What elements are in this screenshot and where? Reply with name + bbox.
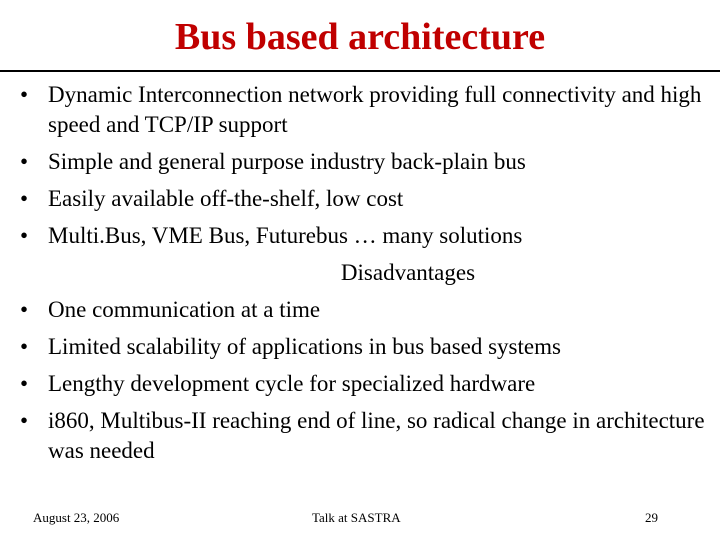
bullet-item (18, 369, 708, 399)
bullet-text: Lengthy development cycle for specialized hardware (48, 371, 536, 396)
bullet-item (18, 406, 708, 466)
bullet-text: One communication at a time (48, 297, 321, 322)
bullet-item (18, 221, 708, 251)
bullet-text: i860, Multibus-II reaching end of line, so radical change in architecture was needed (48, 408, 705, 463)
bullet-icon: • (20, 408, 29, 433)
footer-date: August 23, 2006 (33, 510, 120, 525)
bullet-item (18, 295, 708, 325)
bullet-text: Multi.Bus, VME Bus, Futurebus … many solutions (48, 223, 523, 248)
bullet-icon: • (20, 149, 29, 174)
bullet-icon: • (20, 186, 29, 211)
bullet-list (18, 80, 708, 473)
bullet-item (18, 184, 708, 214)
bullet-icon: • (20, 334, 29, 359)
title-divider (0, 70, 720, 72)
bullet-text: Dynamic Interconnection network providing full connectivity and high speed and TCP/IP support (48, 82, 702, 137)
disadvantages-heading: Disadvantages (340, 260, 476, 285)
bullet-text: Limited scalability of applications in bus based systems (48, 334, 561, 359)
slide-number: 29 (645, 510, 658, 525)
bullet-icon: • (20, 371, 29, 396)
slide-title: Bus based architecture (174, 16, 546, 58)
bullet-item (18, 332, 708, 362)
bullet-icon: • (20, 223, 29, 248)
bullet-icon: • (20, 297, 29, 322)
bullet-icon: • (20, 82, 29, 107)
bullet-item (18, 147, 708, 177)
footer-talk-name: Talk at SASTRA (312, 510, 401, 525)
bullet-item (18, 80, 708, 140)
bullet-text: Simple and general purpose industry back-plain bus (48, 149, 526, 174)
bullet-text: Easily available off-the-shelf, low cost (48, 186, 404, 211)
